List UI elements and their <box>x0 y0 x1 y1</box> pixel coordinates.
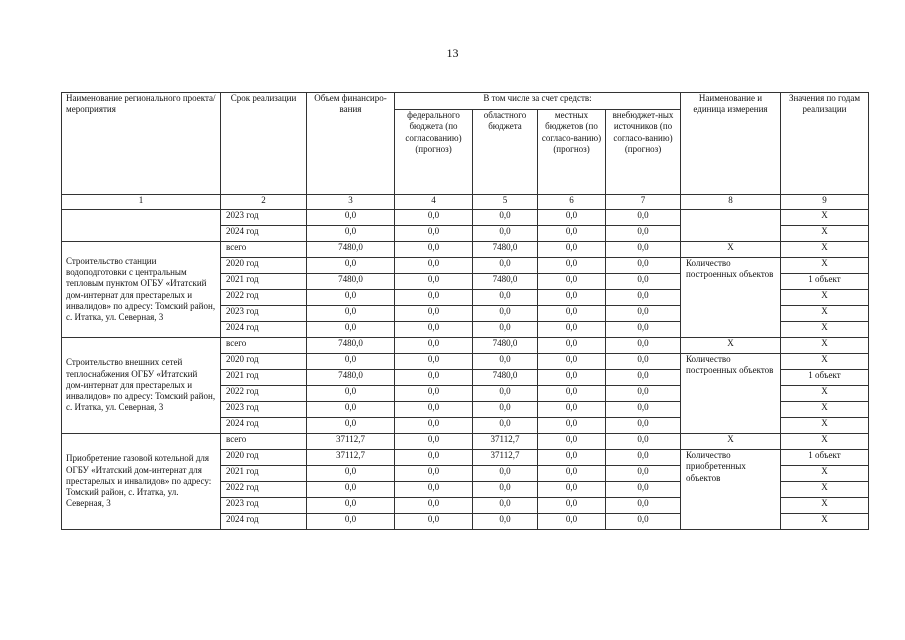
value-cell: 1 объект <box>781 274 869 290</box>
column-number: 1 <box>62 195 221 210</box>
volume-cell: 0,0 <box>307 466 395 482</box>
value-cell: 1 объект <box>781 370 869 386</box>
federal-cell: 0,0 <box>395 434 473 450</box>
local-cell: 0,0 <box>538 418 606 434</box>
value-cell: Х <box>781 306 869 322</box>
extra-cell: 0,0 <box>606 402 681 418</box>
term-cell: 2023 год <box>221 498 307 514</box>
term-cell: 2022 год <box>221 290 307 306</box>
federal-cell: 0,0 <box>395 306 473 322</box>
regional-cell: 0,0 <box>473 306 538 322</box>
project-name: Строительство станции водоподготовки с центральным тепловым пунктом ОГБУ «Итатский дом-интернат для престарелых и инвалидов» по адресу: Томский район, с. Итатка, ул. Северная, 3 <box>62 242 221 338</box>
local-cell: 0,0 <box>538 498 606 514</box>
volume-cell: 0,0 <box>307 386 395 402</box>
regional-cell: 7480,0 <box>473 338 538 354</box>
local-cell: 0,0 <box>538 322 606 338</box>
value-cell: Х <box>781 210 869 226</box>
term-cell: 2024 год <box>221 418 307 434</box>
federal-cell: 0,0 <box>395 370 473 386</box>
federal-cell: 0,0 <box>395 354 473 370</box>
local-cell: 0,0 <box>538 338 606 354</box>
project-name: Приобретение газовой котельной для ОГБУ «Итатский дом-интернат для престарелых и инвалидов» по адресу: Томский район, с. Итатка, ул. Северная, 3 <box>62 434 221 530</box>
column-number: 6 <box>538 195 606 210</box>
indicator-name: Количество построенных объектов <box>681 258 781 338</box>
header-regional: областного бюджета <box>473 110 538 195</box>
table-row <box>62 338 869 354</box>
value-cell: Х <box>781 322 869 338</box>
term-cell: 2020 год <box>221 450 307 466</box>
value-cell: Х <box>781 514 869 530</box>
regional-cell: 0,0 <box>473 226 538 242</box>
local-cell: 0,0 <box>538 258 606 274</box>
indicator-name: Количество построенных объектов <box>681 354 781 434</box>
term-cell: 2022 год <box>221 482 307 498</box>
header-incl-group: В том числе за счет средств: <box>395 93 681 110</box>
column-number: 3 <box>307 195 395 210</box>
local-cell: 0,0 <box>538 402 606 418</box>
federal-cell: 0,0 <box>395 402 473 418</box>
regional-cell: 0,0 <box>473 418 538 434</box>
term-cell: 2021 год <box>221 274 307 290</box>
value-cell: Х <box>781 242 869 258</box>
federal-cell: 0,0 <box>395 482 473 498</box>
regional-cell: 0,0 <box>473 354 538 370</box>
extra-cell: 0,0 <box>606 498 681 514</box>
federal-cell: 0,0 <box>395 386 473 402</box>
regional-cell: 0,0 <box>473 466 538 482</box>
value-cell: Х <box>781 386 869 402</box>
local-cell: 0,0 <box>538 210 606 226</box>
extra-cell: 0,0 <box>606 322 681 338</box>
column-number: 9 <box>781 195 869 210</box>
volume-cell: 0,0 <box>307 226 395 242</box>
indicator-name: Количество приобретенных объектов <box>681 450 781 530</box>
volume-cell: 7480,0 <box>307 242 395 258</box>
federal-cell: 0,0 <box>395 338 473 354</box>
term-cell: 2023 год <box>221 210 307 226</box>
regional-cell: 7480,0 <box>473 370 538 386</box>
local-cell: 0,0 <box>538 242 606 258</box>
value-cell: Х <box>781 418 869 434</box>
header-extra: внебюджет-ных источников (по согласо-ванию) (прогноз) <box>606 110 681 195</box>
value-cell: Х <box>781 226 869 242</box>
local-cell: 0,0 <box>538 482 606 498</box>
volume-cell: 37112,7 <box>307 434 395 450</box>
budget-table <box>61 92 869 530</box>
extra-cell: 0,0 <box>606 466 681 482</box>
regional-cell: 0,0 <box>473 402 538 418</box>
extra-cell: 0,0 <box>606 450 681 466</box>
regional-cell: 0,0 <box>473 498 538 514</box>
table-row <box>62 434 869 450</box>
local-cell: 0,0 <box>538 466 606 482</box>
column-numbers-row <box>62 195 869 210</box>
table-row <box>62 242 869 258</box>
value-cell: Х <box>781 482 869 498</box>
local-cell: 0,0 <box>538 434 606 450</box>
term-cell: 2021 год <box>221 370 307 386</box>
page-number: 13 <box>446 46 459 60</box>
value-cell: Х <box>781 402 869 418</box>
column-number: 4 <box>395 195 473 210</box>
term-cell: 2023 год <box>221 402 307 418</box>
local-cell: 0,0 <box>538 450 606 466</box>
volume-cell: 0,0 <box>307 306 395 322</box>
project-name: Строительство внешних сетей теплоснабжения ОГБУ «Итатский дом-интернат для престарелых и инвалидов» по адресу: Томский район, с. Итатка, ул. Северная, 3 <box>62 338 221 434</box>
value-cell: Х <box>781 466 869 482</box>
indicator-name <box>681 210 781 242</box>
federal-cell: 0,0 <box>395 450 473 466</box>
volume-cell: 0,0 <box>307 258 395 274</box>
term-cell: 2021 год <box>221 466 307 482</box>
volume-cell: 0,0 <box>307 354 395 370</box>
local-cell: 0,0 <box>538 370 606 386</box>
column-number: 8 <box>681 195 781 210</box>
value-cell: 1 объект <box>781 450 869 466</box>
extra-cell: 0,0 <box>606 418 681 434</box>
regional-cell: 0,0 <box>473 514 538 530</box>
local-cell: 0,0 <box>538 386 606 402</box>
volume-cell: 7480,0 <box>307 274 395 290</box>
extra-cell: 0,0 <box>606 274 681 290</box>
regional-cell: 7480,0 <box>473 242 538 258</box>
extra-cell: 0,0 <box>606 514 681 530</box>
local-cell: 0,0 <box>538 290 606 306</box>
local-cell: 0,0 <box>538 274 606 290</box>
volume-cell: 0,0 <box>307 290 395 306</box>
volume-cell: 0,0 <box>307 498 395 514</box>
header-term: Срок реализации <box>221 93 307 195</box>
volume-cell: 0,0 <box>307 402 395 418</box>
header-values: Значения по годам реализации <box>781 93 869 195</box>
header-local: местных бюджетов (по согласо-ванию) (прогноз) <box>538 110 606 195</box>
regional-cell: 37112,7 <box>473 434 538 450</box>
value-cell: Х <box>781 258 869 274</box>
term-cell: 2024 год <box>221 322 307 338</box>
volume-cell: 7480,0 <box>307 338 395 354</box>
header-indicator: Наименование и единица измерения <box>681 93 781 195</box>
local-cell: 0,0 <box>538 306 606 322</box>
extra-cell: 0,0 <box>606 386 681 402</box>
regional-cell: 37112,7 <box>473 450 538 466</box>
header-volume: Объем финансиро-вания <box>307 93 395 195</box>
volume-cell: 37112,7 <box>307 450 395 466</box>
federal-cell: 0,0 <box>395 290 473 306</box>
federal-cell: 0,0 <box>395 242 473 258</box>
indicator-total-mark: Х <box>681 242 781 258</box>
regional-cell: 7480,0 <box>473 274 538 290</box>
regional-cell: 0,0 <box>473 210 538 226</box>
federal-cell: 0,0 <box>395 322 473 338</box>
column-number: 5 <box>473 195 538 210</box>
extra-cell: 0,0 <box>606 338 681 354</box>
extra-cell: 0,0 <box>606 290 681 306</box>
regional-cell: 0,0 <box>473 322 538 338</box>
regional-cell: 0,0 <box>473 482 538 498</box>
federal-cell: 0,0 <box>395 274 473 290</box>
volume-cell: 0,0 <box>307 514 395 530</box>
indicator-total-mark: Х <box>681 434 781 450</box>
extra-cell: 0,0 <box>606 306 681 322</box>
federal-cell: 0,0 <box>395 258 473 274</box>
value-cell: Х <box>781 290 869 306</box>
extra-cell: 0,0 <box>606 370 681 386</box>
value-cell: Х <box>781 354 869 370</box>
local-cell: 0,0 <box>538 226 606 242</box>
table-body <box>62 210 869 530</box>
local-cell: 0,0 <box>538 514 606 530</box>
header-federal: федерального бюджета (по согласованию) (прогноз) <box>395 110 473 195</box>
volume-cell: 0,0 <box>307 418 395 434</box>
volume-cell: 0,0 <box>307 322 395 338</box>
local-cell: 0,0 <box>538 354 606 370</box>
value-cell: Х <box>781 338 869 354</box>
regional-cell: 0,0 <box>473 290 538 306</box>
project-name <box>62 210 221 242</box>
extra-cell: 0,0 <box>606 210 681 226</box>
indicator-total-mark: Х <box>681 338 781 354</box>
federal-cell: 0,0 <box>395 418 473 434</box>
regional-cell: 0,0 <box>473 258 538 274</box>
volume-cell: 7480,0 <box>307 370 395 386</box>
extra-cell: 0,0 <box>606 354 681 370</box>
volume-cell: 0,0 <box>307 210 395 226</box>
extra-cell: 0,0 <box>606 482 681 498</box>
term-cell: 2024 год <box>221 514 307 530</box>
extra-cell: 0,0 <box>606 242 681 258</box>
term-cell: 2020 год <box>221 258 307 274</box>
value-cell: Х <box>781 434 869 450</box>
extra-cell: 0,0 <box>606 226 681 242</box>
header-name: Наименование регионального проекта/ мероприятия <box>62 93 221 195</box>
term-cell: 2020 год <box>221 354 307 370</box>
extra-cell: 0,0 <box>606 258 681 274</box>
term-cell: 2024 год <box>221 226 307 242</box>
federal-cell: 0,0 <box>395 466 473 482</box>
federal-cell: 0,0 <box>395 498 473 514</box>
federal-cell: 0,0 <box>395 514 473 530</box>
term-cell: 2022 год <box>221 386 307 402</box>
table-row <box>62 210 869 226</box>
federal-cell: 0,0 <box>395 226 473 242</box>
column-number: 2 <box>221 195 307 210</box>
term-cell: всего <box>221 242 307 258</box>
column-number: 7 <box>606 195 681 210</box>
term-cell: всего <box>221 434 307 450</box>
term-cell: 2023 год <box>221 306 307 322</box>
regional-cell: 0,0 <box>473 386 538 402</box>
value-cell: Х <box>781 498 869 514</box>
volume-cell: 0,0 <box>307 482 395 498</box>
federal-cell: 0,0 <box>395 210 473 226</box>
term-cell: всего <box>221 338 307 354</box>
extra-cell: 0,0 <box>606 434 681 450</box>
